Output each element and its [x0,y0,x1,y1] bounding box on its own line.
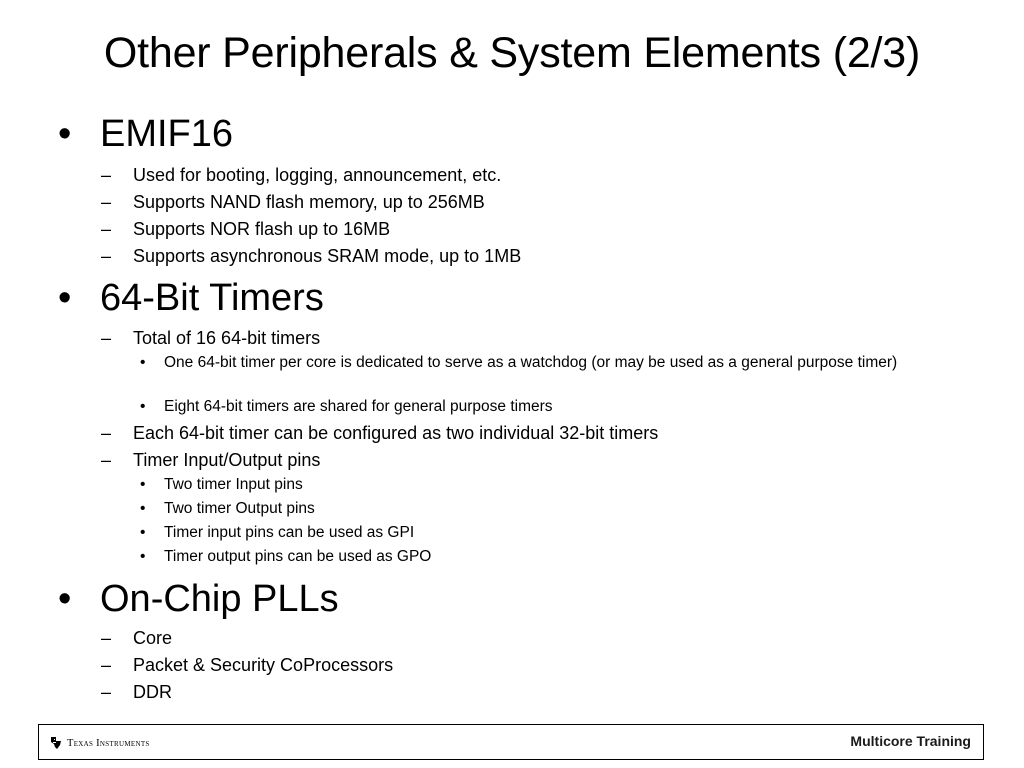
dash-marker: – [101,246,112,266]
sub-item-text: Used for booting, logging, announcement, etc. [133,165,502,185]
bullet-heading-emif16: EMIF16 [100,113,234,155]
dash-marker: – [101,219,112,239]
sub-item-text: Each 64-bit timer can be configured as two individual 32-bit timers [133,423,659,443]
bullet-marker: • [140,398,146,415]
bullet-heading-plls: On-Chip PLLs [100,578,339,620]
footer-bar [38,724,984,760]
sub-item-text: Supports NAND flash memory, up to 256MB [133,192,485,212]
sub-item-text: DDR [133,682,172,702]
bullet-marker: • [140,476,146,493]
sub-item-text: Core [133,628,173,648]
dash-marker: – [101,423,112,443]
footer-brand: Multicore Training [850,733,971,749]
sub-sub-item-text: Two timer Input pins [164,476,303,493]
sub-sub-item-text: Two timer Output pins [164,500,315,517]
sub-item-text: Packet & Security CoProcessors [133,655,394,675]
bullet-marker: • [140,548,146,565]
sub-item-text: Total of 16 64-bit timers [133,328,321,348]
bullet-marker: • [140,524,146,541]
bullet-marker: • [140,500,146,517]
sub-sub-item-text: Timer input pins can be used as GPI [164,524,415,541]
dash-marker: – [101,328,112,348]
ti-logo-text: Texas Instruments [67,737,150,749]
sub-item-text: Supports NOR flash up to 16MB [133,219,391,239]
bullet-marker: • [58,277,72,319]
dash-marker: – [101,450,112,470]
bullet-marker: • [140,354,146,371]
texas-state-icon [49,736,63,750]
dash-marker: – [101,655,112,675]
sub-sub-item-text: Eight 64-bit timers are shared for general purpose timers [164,398,553,415]
sub-item-text: Supports asynchronous SRAM mode, up to 1MB [133,246,522,266]
ti-logo [49,735,150,751]
sub-item-text: Timer Input/Output pins [133,450,321,470]
sub-sub-item-text: One 64-bit timer per core is dedicated to serve as a watchdog (or may be used as a general purpose timer) [164,354,898,371]
bullet-heading-timers: 64-Bit Timers [100,277,324,319]
dash-marker: – [101,192,112,212]
dash-marker: – [101,165,112,185]
bullet-marker: • [58,578,72,620]
slide-title: Other Peripherals & System Elements (2/3) [103,29,921,77]
dash-marker: – [101,628,112,648]
sub-sub-item-text: Timer output pins can be used as GPO [164,548,432,565]
dash-marker: – [101,682,112,702]
bullet-marker: • [58,113,72,155]
